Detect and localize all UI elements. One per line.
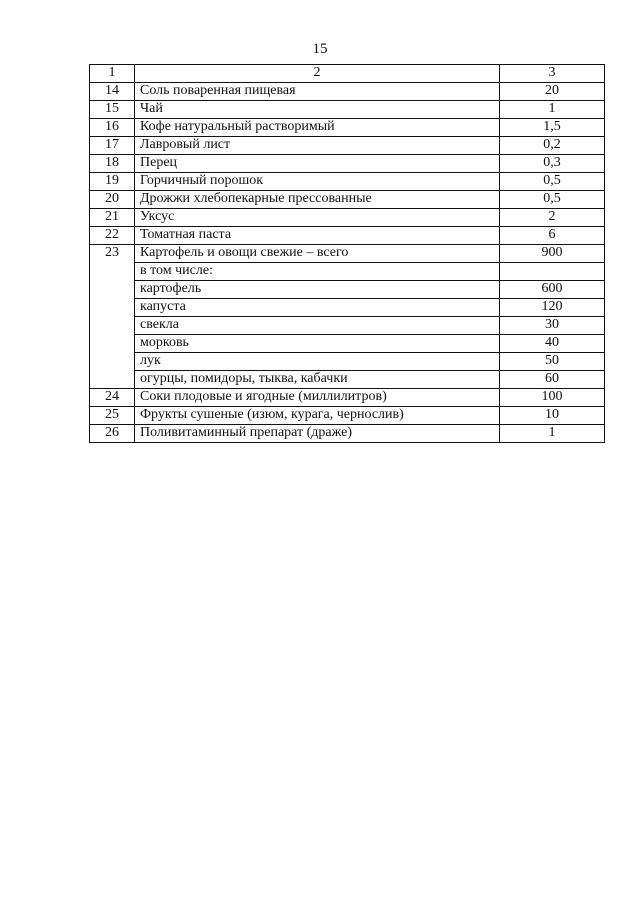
row-value: 6 [500,227,605,245]
table-row [90,281,605,299]
row-value: 40 [500,335,605,353]
row-name: Перец [135,155,500,173]
row-name: капуста [135,299,500,317]
row-value: 0,2 [500,137,605,155]
row-value: 30 [500,317,605,335]
row-value: 900 [500,245,605,263]
table-row [90,317,605,335]
row-number: 15 [90,101,135,119]
row-value: 2 [500,209,605,227]
row-value: 120 [500,299,605,317]
header-cell-number: 1 [90,65,135,83]
row-number: 22 [90,227,135,245]
row-number: 19 [90,173,135,191]
row-name: Горчичный порошок [135,173,500,191]
row-name: Лавровый лист [135,137,500,155]
row-name: Томатная паста [135,227,500,245]
table-row [90,425,605,443]
row-name: Дрожжи хлебопекарные прессованные [135,191,500,209]
table-row [90,209,605,227]
table-row [90,263,605,281]
row-number: 21 [90,209,135,227]
row-value: 100 [500,389,605,407]
row-number: 14 [90,83,135,101]
table-row [90,137,605,155]
table-row [90,335,605,353]
table-row [90,119,605,137]
row-value: 0,5 [500,173,605,191]
row-name: Соки плодовые и ягодные (миллилитров) [135,389,500,407]
row-number: 20 [90,191,135,209]
header-cell-name: 2 [135,65,500,83]
row-value [500,263,605,281]
row-value: 60 [500,371,605,389]
row-value: 1,5 [500,119,605,137]
row-name: свекла [135,317,500,335]
table-row [90,173,605,191]
row-name: Уксус [135,209,500,227]
row-number: 17 [90,137,135,155]
row-value: 1 [500,101,605,119]
table-row [90,353,605,371]
row-name: Чай [135,101,500,119]
table-row [90,371,605,389]
row-name: Поливитаминный препарат (драже) [135,425,500,443]
table-header-row [90,65,605,83]
row-name: картофель [135,281,500,299]
table-row [90,191,605,209]
row-value: 20 [500,83,605,101]
table-row [90,227,605,245]
row-name: Картофель и овощи свежие – всего [135,245,500,263]
row-name: в том числе: [135,263,500,281]
table-row [90,407,605,425]
row-number: 24 [90,389,135,407]
header-cell-value: 3 [500,65,605,83]
row-number: 23 [90,245,135,389]
table-row [90,245,605,263]
table-row [90,101,605,119]
row-number: 18 [90,155,135,173]
row-number: 16 [90,119,135,137]
row-name: Фрукты сушеные (изюм, курага, чернослив) [135,407,500,425]
norms-table [89,64,605,443]
row-value: 10 [500,407,605,425]
row-name: огурцы, помидоры, тыква, кабачки [135,371,500,389]
row-name: морковь [135,335,500,353]
row-number: 26 [90,425,135,443]
row-value: 0,5 [500,191,605,209]
row-value: 50 [500,353,605,371]
row-name: Соль поваренная пищевая [135,83,500,101]
table-row [90,299,605,317]
row-value: 1 [500,425,605,443]
table-row [90,83,605,101]
row-value: 600 [500,281,605,299]
row-number: 25 [90,407,135,425]
row-name: лук [135,353,500,371]
page-number: 15 [312,41,328,57]
row-name: Кофе натуральный растворимый [135,119,500,137]
table-row [90,389,605,407]
row-value: 0,3 [500,155,605,173]
table-row [90,155,605,173]
